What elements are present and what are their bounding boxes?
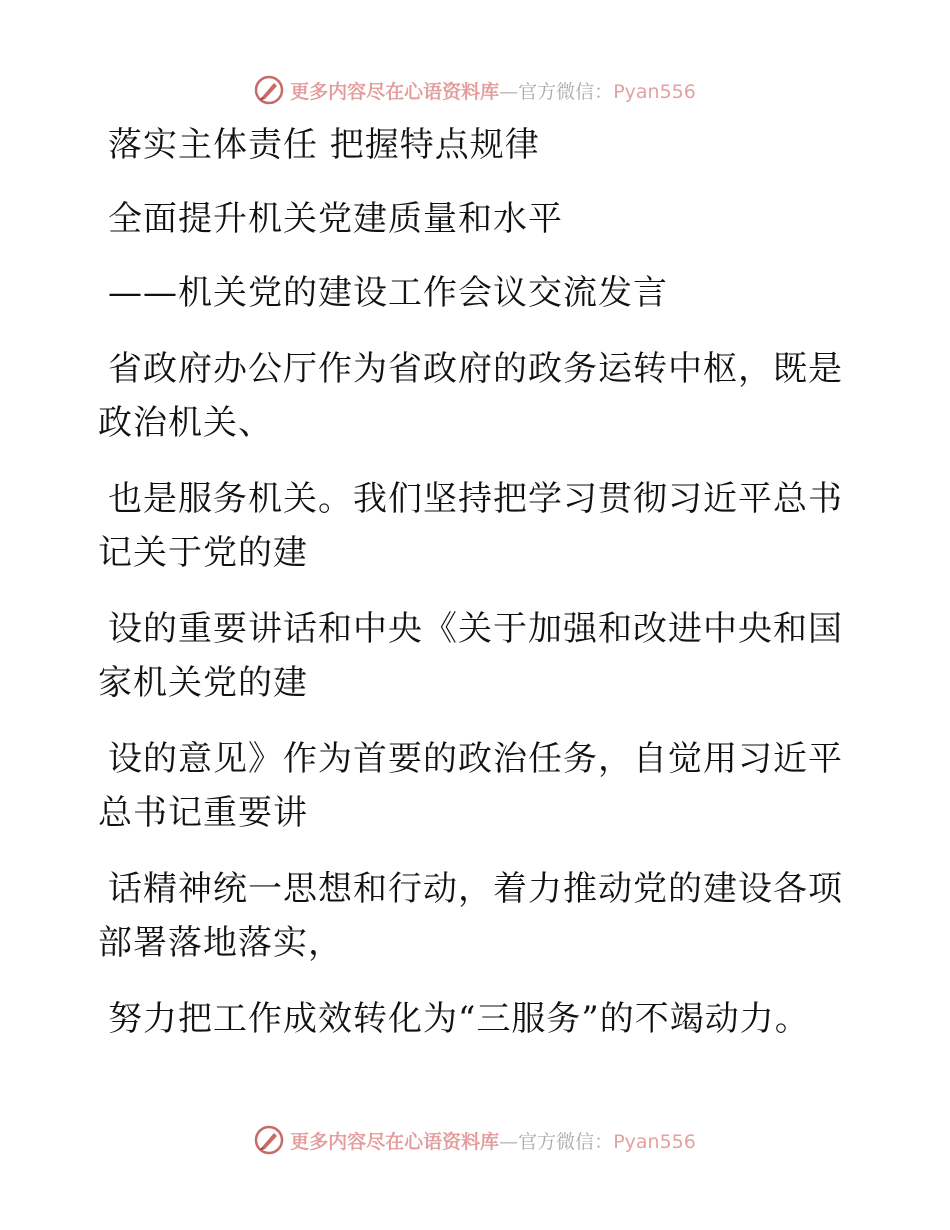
paragraph bbox=[98, 992, 838, 1046]
paragraph bbox=[98, 862, 843, 970]
watermark-label: 官方微信： bbox=[518, 1130, 614, 1153]
watermark-text bbox=[290, 77, 696, 104]
watermark-id: Pyan556 bbox=[613, 80, 696, 103]
paragraph-line: 政治机关、 bbox=[98, 403, 273, 443]
title-line-1: 落实主体责任 把握特点规律 bbox=[108, 125, 540, 165]
watermark-label: 官方微信： bbox=[518, 80, 614, 103]
watermark-text bbox=[290, 1127, 696, 1154]
paragraph bbox=[98, 732, 843, 840]
paragraph bbox=[98, 342, 843, 450]
pen-logo-icon bbox=[254, 1125, 284, 1155]
pen-logo-icon bbox=[254, 75, 284, 105]
watermark-dash: — bbox=[499, 1130, 519, 1153]
paragraph-line: 记关于党的建 bbox=[98, 533, 308, 573]
paragraph-line: 话精神统一思想和行动，着力推动党的建设各项 bbox=[108, 869, 843, 909]
paragraph-line: 也是服务机关。我们坚持把学习贯彻习近平总书 bbox=[108, 479, 843, 519]
header-watermark bbox=[0, 70, 950, 110]
paragraph-line: 设的重要讲话和中央《关于加强和改进中央和国 bbox=[108, 609, 843, 649]
paragraph-line: 总书记重要讲 bbox=[98, 793, 308, 833]
paragraph-line: 部署落地落实， bbox=[98, 923, 343, 963]
subtitle: ——机关党的建设工作会议交流发言 bbox=[108, 273, 668, 313]
watermark-main: 更多内容尽在心语资料库 bbox=[290, 1130, 500, 1153]
paragraph-line: 设的意见》作为首要的政治任务，自觉用习近平 bbox=[108, 739, 843, 779]
watermark-id: Pyan556 bbox=[613, 1130, 696, 1153]
watermark-dash: — bbox=[499, 80, 519, 103]
watermark-main: 更多内容尽在心语资料库 bbox=[290, 80, 500, 103]
paragraph bbox=[98, 472, 843, 580]
paragraph-line: 努力把工作成效转化为“三服务”的不竭动力。 bbox=[108, 999, 810, 1039]
title-line-2: 全面提升机关党建质量和水平 bbox=[108, 199, 563, 239]
document-body bbox=[98, 118, 843, 1068]
paragraph-line: 家机关党的建 bbox=[98, 663, 308, 703]
footer-watermark bbox=[0, 1120, 950, 1160]
paragraph bbox=[98, 602, 843, 710]
paragraph-line: 省政府办公厅作为省政府的政务运转中枢，既是 bbox=[108, 349, 843, 389]
